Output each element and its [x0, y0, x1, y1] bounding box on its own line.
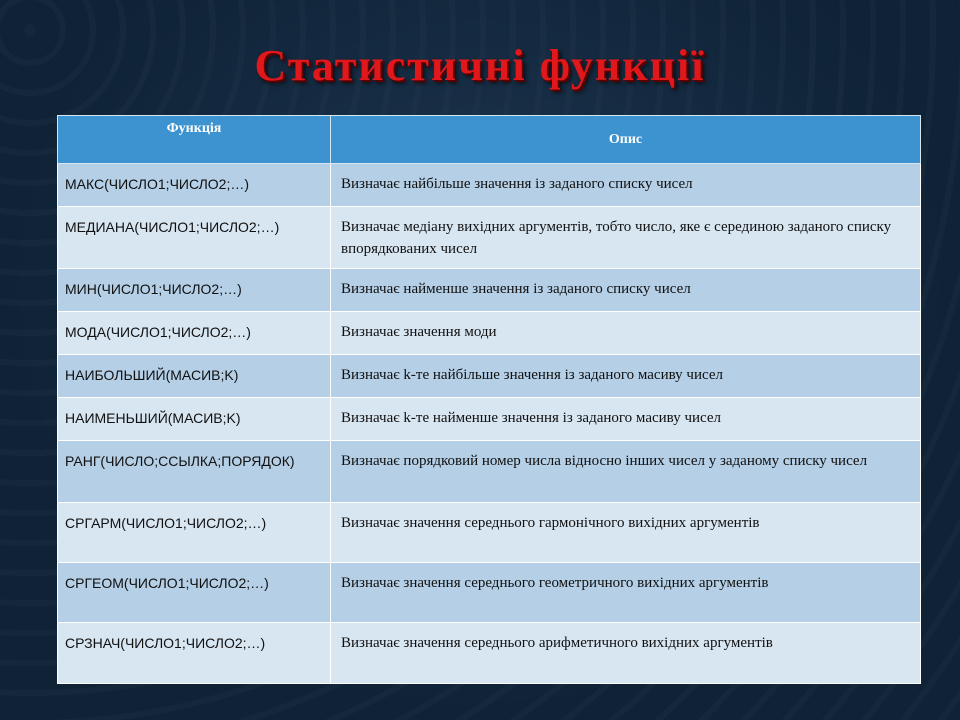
description-cell: Визначає найбільше значення із заданого списку чисел — [331, 164, 921, 207]
table-row — [58, 398, 921, 441]
table-header-row — [58, 116, 921, 164]
table-row — [58, 441, 921, 503]
function-cell: РАНГ(ЧИСЛО;ССЫЛКА;ПОРЯДОК) — [58, 441, 331, 503]
table-row — [58, 623, 921, 684]
table-row — [58, 164, 921, 207]
description-cell: Визначає значення моди — [331, 312, 921, 355]
description-cell: Визначає значення середнього арифметичного вихідних аргументів — [331, 623, 921, 684]
table-row — [58, 355, 921, 398]
table-row — [58, 269, 921, 312]
function-cell: СРГЕОМ(ЧИСЛО1;ЧИСЛО2;…) — [58, 563, 331, 623]
functions-table-container — [57, 115, 920, 678]
function-cell: СРЗНАЧ(ЧИСЛО1;ЧИСЛО2;…) — [58, 623, 331, 684]
function-cell: НАИМЕНЬШИЙ(МАСИВ;K) — [58, 398, 331, 441]
description-cell: Визначає медіану вихідних аргументів, тобто число, яке є серединою заданого списку впорядкованих чисел — [331, 207, 921, 269]
function-cell: МАКС(ЧИСЛО1;ЧИСЛО2;…) — [58, 164, 331, 207]
function-cell: НАИБОЛЬШИЙ(МАСИВ;K) — [58, 355, 331, 398]
description-cell: Визначає найменше значення із заданого списку чисел — [331, 269, 921, 312]
table-row — [58, 503, 921, 563]
description-cell: Визначає k-те найбільше значення із заданого масиву чисел — [331, 355, 921, 398]
header-description: Опис — [331, 116, 921, 164]
slide-title: Статистичні функції — [254, 41, 706, 90]
header-function: Функція — [58, 116, 331, 164]
function-cell: МИН(ЧИСЛО1;ЧИСЛО2;…) — [58, 269, 331, 312]
function-cell: МЕДИАНА(ЧИСЛО1;ЧИСЛО2;…) — [58, 207, 331, 269]
description-cell: Визначає порядковий номер числа відносно інших чисел у заданому списку чисел — [331, 441, 921, 503]
table-row — [58, 563, 921, 623]
function-cell: СРГАРМ(ЧИСЛО1;ЧИСЛО2;…) — [58, 503, 331, 563]
function-cell: МОДА(ЧИСЛО1;ЧИСЛО2;…) — [58, 312, 331, 355]
table-row — [58, 312, 921, 355]
description-cell: Визначає значення середнього геометричного вихідних аргументів — [331, 563, 921, 623]
functions-table — [57, 115, 921, 684]
table-row — [58, 207, 921, 269]
description-cell: Визначає k-те найменше значення із заданого масиву чисел — [331, 398, 921, 441]
description-cell: Визначає значення середнього гармонічного вихідних аргументів — [331, 503, 921, 563]
